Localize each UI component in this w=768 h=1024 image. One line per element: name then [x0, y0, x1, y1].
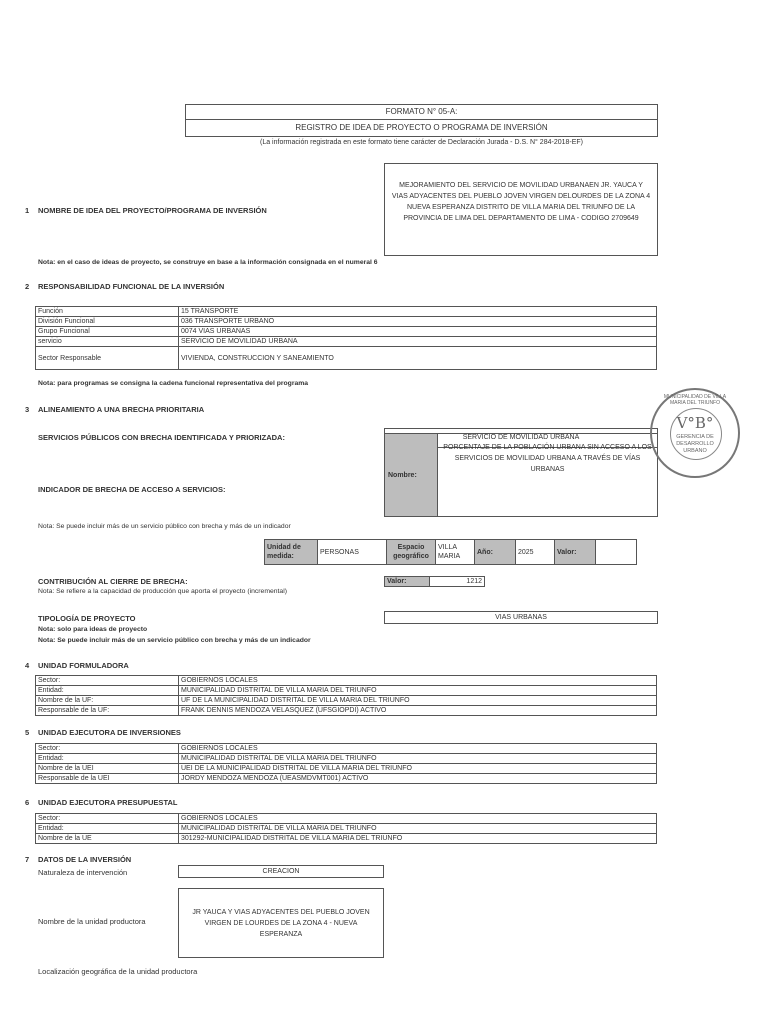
row-label: Responsable de la UF:: [36, 706, 179, 716]
typology-value: VIAS URBANAS: [384, 611, 658, 624]
productive-unit-label: Nombre de la unidad productora: [38, 917, 146, 926]
budget-unit-table: [35, 813, 657, 844]
stamp-ring-text: MUNICIPALIDAD DE VILLA MARIA DEL TRIUNFO: [663, 394, 727, 406]
space-label: Espacio geográfico: [387, 540, 436, 565]
services-label: SERVICIOS PÚBLICOS CON BRECHA IDENTIFICADA Y PRIORIZADA:: [38, 433, 285, 442]
table-row: [36, 696, 657, 706]
section-7-label: DATOS DE LA INVERSIÓN: [38, 855, 132, 864]
row-label: Función: [36, 307, 179, 317]
row-label: servicio: [36, 337, 179, 347]
section-1-note: Nota: en el caso de ideas de proyecto, se construye en base a la información consignada en el numeral 6: [38, 259, 378, 266]
row-value: 0074 VIAS URBANAS: [179, 327, 657, 337]
row-value: 15 TRANSPORTE: [179, 307, 657, 317]
executing-unit-table: [35, 743, 657, 784]
format-title-box: [185, 104, 658, 137]
section-1-number: 1: [25, 206, 30, 215]
row-label: Entidad:: [36, 754, 179, 764]
row-label: Nombre de la UF:: [36, 696, 179, 706]
row-value: UF DE LA MUNICIPALIDAD DISTRITAL DE VILLA MARIA DEL TRIUNFO: [179, 696, 657, 706]
table-row: [36, 347, 657, 370]
typology-label: TIPOLOGÍA DE PROYECTO: [38, 614, 136, 623]
row-value: MUNICIPALIDAD DISTRITAL DE VILLA MARIA DEL TRIUNFO: [179, 824, 657, 834]
indicator-name-label: Nombre:: [384, 433, 438, 517]
row-value: VIVIENDA, CONSTRUCCION Y SANEAMIENTO: [179, 347, 657, 370]
row-label: Sector Responsable: [36, 347, 179, 370]
table-row: [36, 824, 657, 834]
row-label: Grupo Funcional: [36, 327, 179, 337]
nature-value: CREACION: [178, 865, 384, 878]
unit-value: PERSONAS: [318, 540, 387, 565]
table-row: [36, 327, 657, 337]
section-4-number: 4: [25, 661, 30, 670]
format-subtitle: REGISTRO DE IDEA DE PROYECTO O PROGRAMA DE INVERSIÓN: [295, 123, 548, 132]
section-6-title: [25, 798, 178, 807]
contribution-value: 1212: [430, 577, 485, 587]
row-value: MUNICIPALIDAD DISTRITAL DE VILLA MARIA DEL TRIUNFO: [179, 754, 657, 764]
row-value: GOBIERNOS LOCALES: [179, 814, 657, 824]
contribution-value-label: Valor:: [385, 577, 430, 587]
section-2-number: 2: [25, 282, 30, 291]
stamp-department: GERENCIA DE DESARROLLO URBANO: [676, 434, 714, 454]
section-5-label: UNIDAD EJECUTORA DE INVERSIONES: [38, 728, 181, 737]
row-value: GOBIERNOS LOCALES: [179, 676, 657, 686]
row-value: MUNICIPALIDAD DISTRITAL DE VILLA MARIA DEL TRIUNFO: [179, 686, 657, 696]
contribution-note: Nota: Se refiere a la capacidad de producción que aporta el proyecto (incremental): [38, 588, 287, 595]
services-value: SERVICIO DE MOVILIDAD URBANA: [384, 428, 658, 448]
location-label: Localización geográfica de la unidad productora: [38, 967, 198, 976]
row-label: Nombre de la UEI: [36, 764, 179, 774]
section-2-note: Nota: para programas se consigna la cadena funcional representativa del programa: [38, 380, 309, 387]
section-1-label: NOMBRE DE IDEA DEL PROYECTO/PROGRAMA DE INVERSIÓN: [38, 206, 267, 215]
space-value: VILLA MARIA: [436, 540, 475, 565]
unit-label: Unidad de medida:: [265, 540, 318, 565]
contribution-table: [384, 576, 485, 587]
official-stamp: [650, 388, 740, 478]
section-7-number: 7: [25, 855, 30, 864]
section-2-title: [25, 282, 225, 291]
table-row: [36, 814, 657, 824]
row-label: Sector:: [36, 814, 179, 824]
row-value: SERVICIO DE MOVILIDAD URBANA: [179, 337, 657, 347]
table-row: [36, 307, 657, 317]
table-row: [36, 774, 657, 784]
year-value: 2025: [516, 540, 555, 565]
value-value: [596, 540, 637, 565]
section-7-title: [25, 855, 132, 864]
row-value: JORDY MENDOZA MENDOZA (UEASMDVMT001) ACTIVO: [179, 774, 657, 784]
table-row: [36, 834, 657, 844]
section-6-number: 6: [25, 798, 30, 807]
productive-unit-value: JR YAUCA Y VIAS ADYACENTES DEL PUEBLO JOVEN VIRGEN DE LOURDES DE LA ZONA 4 - NUEVA ESPERANZA: [178, 888, 384, 958]
table-row: [385, 577, 485, 587]
table-row: [36, 676, 657, 686]
row-label: Responsable de la UEI: [36, 774, 179, 784]
table-row: [36, 337, 657, 347]
declaration-note: (La información registrada en este formato tiene carácter de Declaración Jurada - D.S. N° 284-2018-EF): [259, 139, 583, 146]
row-value: 036 TRANSPORTE URBANO: [179, 317, 657, 327]
format-title: FORMATO N° 05-A:: [186, 105, 657, 120]
table-row: [36, 764, 657, 774]
table-row: [265, 540, 637, 565]
row-label: Nombre de la UE: [36, 834, 179, 844]
row-value: GOBIERNOS LOCALES: [179, 744, 657, 754]
section-3-note-1: Nota: Se puede incluir más de un servicio público con brecha y más de un indicador: [38, 523, 291, 530]
row-label: Sector:: [36, 744, 179, 754]
formulating-unit-table: [35, 675, 657, 716]
section-4-label: UNIDAD FORMULADORA: [38, 661, 129, 670]
row-label: División Funcional: [36, 317, 179, 327]
section-3-title: [25, 405, 205, 414]
row-value: FRANK DENNIS MENDOZA VELASQUEZ (UFSGIOPDI) ACTIVO: [179, 706, 657, 716]
row-label: Entidad:: [36, 686, 179, 696]
section-3-label: ALINEAMIENTO A UNA BRECHA PRIORITARIA: [38, 405, 205, 414]
section-3-number: 3: [25, 405, 30, 414]
table-row: [36, 686, 657, 696]
section-2-label: RESPONSABILIDAD FUNCIONAL DE LA INVERSIÓN: [38, 282, 225, 291]
row-label: Sector:: [36, 676, 179, 686]
typology-note-2: Nota: Se puede incluir más de un servicio público con brecha y más de un indicador: [38, 637, 311, 644]
indicator-value: PORCENTAJE DE LA POBLACIÓN URBANA SIN ACCESO A LOS SERVICIOS DE MOVILIDAD URBANA A TRAVÉS DE VÍAS URBANAS: [437, 433, 658, 517]
project-name-box: MEJORAMIENTO DEL SERVICIO DE MOVILIDAD URBANAEN JR. YAUCA Y VIAS ADYACENTES DEL PUEBLO JOVEN VIRGEN DELOURDES DE LA ZONA 4 NUEVA ESPERANZA DISTRITO DE VILLA MARIA DEL TRIUNFO DE LA PROVINCIA DE LIMA DEL DEPARTAMENTO DE LIMA - CODIGO 2709649: [384, 163, 658, 256]
section-5-title: [25, 728, 181, 737]
table-row: [36, 706, 657, 716]
row-label: Entidad:: [36, 824, 179, 834]
typology-note-1: Nota: solo para ideas de proyecto: [38, 626, 148, 633]
table-row: [36, 744, 657, 754]
section-1-title: [25, 206, 267, 215]
functional-table: [35, 306, 657, 370]
table-row: [36, 317, 657, 327]
row-value: 301292-MUNICIPALIDAD DISTRITAL DE VILLA MARIA DEL TRIUNFO: [179, 834, 657, 844]
contribution-label: CONTRIBUCIÓN AL CIERRE DE BRECHA:: [38, 577, 188, 586]
section-6-label: UNIDAD EJECUTORA PRESUPUESTAL: [38, 798, 178, 807]
section-5-number: 5: [25, 728, 30, 737]
year-label: Año:: [475, 540, 516, 565]
section-4-title: [25, 661, 129, 670]
value-label: Valor:: [555, 540, 596, 565]
row-value: UEI DE LA MUNICIPALIDAD DISTRITAL DE VILLA MARIA DEL TRIUNFO: [179, 764, 657, 774]
nature-label: Naturaleza de intervención: [38, 868, 128, 877]
stamp-vb: V°B°: [676, 414, 714, 432]
indicator-label: INDICADOR DE BRECHA DE ACCESO A SERVICIOS:: [38, 485, 226, 494]
measure-table: [264, 539, 637, 565]
table-row: [36, 754, 657, 764]
